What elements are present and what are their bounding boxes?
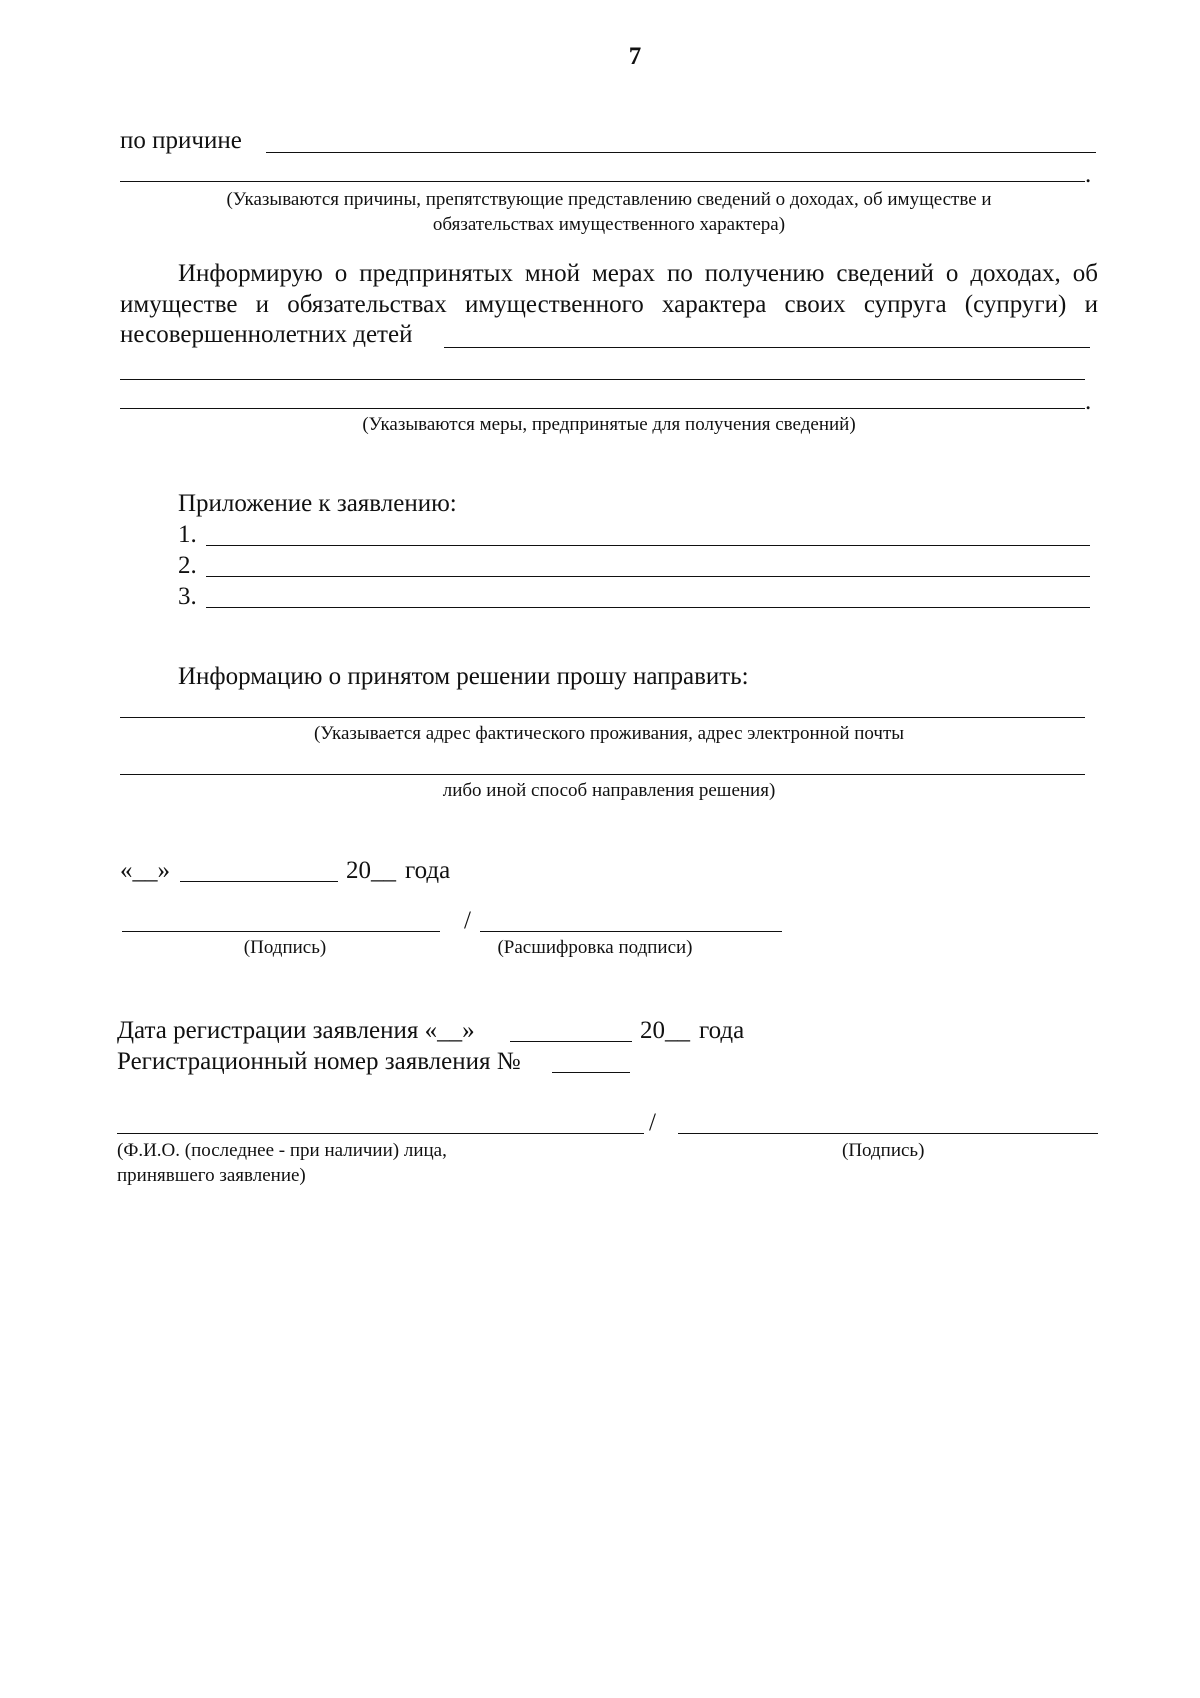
signature-caption: (Подпись) xyxy=(243,937,327,958)
measures-field-line-3[interactable] xyxy=(120,408,1085,409)
registration-number-label: Регистрационный номер заявления № xyxy=(117,1048,521,1075)
page-number: 7 xyxy=(628,43,642,70)
attachment-item-1-number: 1. xyxy=(178,521,197,548)
attachments-title: Приложение к заявлению: xyxy=(178,490,457,517)
reason-hint-line-2: обязательствах имущественного характера) xyxy=(432,214,786,235)
measures-period: . xyxy=(1085,388,1092,415)
measures-paragraph-line-3: несовершеннолетних детей xyxy=(120,321,413,348)
measures-paragraph-line-1: Информирую о предпринятых мной мерах по получению сведений о доходах, об xyxy=(178,260,1098,287)
reason-field-line-2[interactable] xyxy=(120,181,1085,182)
reason-field-line-1[interactable] xyxy=(266,152,1096,153)
signature-line[interactable] xyxy=(122,931,440,932)
measures-field-line-2[interactable] xyxy=(120,379,1085,380)
registration-month-line[interactable] xyxy=(510,1041,632,1042)
reason-hint-line-1: (Указываются причины, препятствующие представлению сведений о доходах, об имуществе и xyxy=(226,189,992,210)
reason-label: по причине xyxy=(120,127,242,154)
measures-hint: (Указываются меры, предпринятые для получения сведений) xyxy=(362,414,856,435)
decision-hint-line-2: либо иной способ направления решения) xyxy=(442,780,776,801)
registration-date-label: Дата регистрации заявления «__» xyxy=(117,1017,475,1044)
registration-year-field[interactable]: 20__ xyxy=(640,1017,690,1044)
attachment-item-1-line[interactable] xyxy=(206,545,1090,546)
date-year-field[interactable]: 20__ xyxy=(346,857,396,884)
signature-separator: / xyxy=(464,907,471,934)
decision-field-line-1[interactable] xyxy=(120,717,1085,718)
decision-field-line-2[interactable] xyxy=(120,774,1085,775)
attachment-item-3-line[interactable] xyxy=(206,607,1090,608)
registration-year-suffix: года xyxy=(699,1017,745,1044)
registration-number-line[interactable] xyxy=(552,1072,630,1073)
signature-decode-line[interactable] xyxy=(480,931,782,932)
receiver-sign-caption: (Подпись) xyxy=(842,1140,925,1161)
signature-decode-caption: (Расшифровка подписи) xyxy=(497,937,693,958)
attachment-item-2-number: 2. xyxy=(178,552,197,579)
attachment-item-2-line[interactable] xyxy=(206,576,1090,577)
attachment-item-3-number: 3. xyxy=(178,583,197,610)
date-day-field[interactable]: «__» xyxy=(120,857,170,884)
measures-paragraph-line-2: имуществе и обязательствах имущественного характера своих супруга (супруги) и xyxy=(120,291,1098,318)
receiver-fio-caption-line-1: (Ф.И.О. (последнее - при наличии) лица, xyxy=(117,1140,447,1161)
receiver-separator: / xyxy=(649,1109,656,1136)
measures-field-line-1[interactable] xyxy=(444,347,1090,348)
date-year-suffix: года xyxy=(405,857,451,884)
reason-period: . xyxy=(1085,161,1092,188)
receiver-sign-line[interactable] xyxy=(678,1133,1098,1134)
date-month-line[interactable] xyxy=(180,881,338,882)
receiver-fio-caption-line-2: принявшего заявление) xyxy=(117,1165,306,1186)
receiver-fio-line[interactable] xyxy=(117,1133,644,1134)
decision-hint-line-1: (Указывается адрес фактического проживания, адрес электронной почты xyxy=(313,723,905,744)
decision-title: Информацию о принятом решении прошу направить: xyxy=(178,663,749,690)
